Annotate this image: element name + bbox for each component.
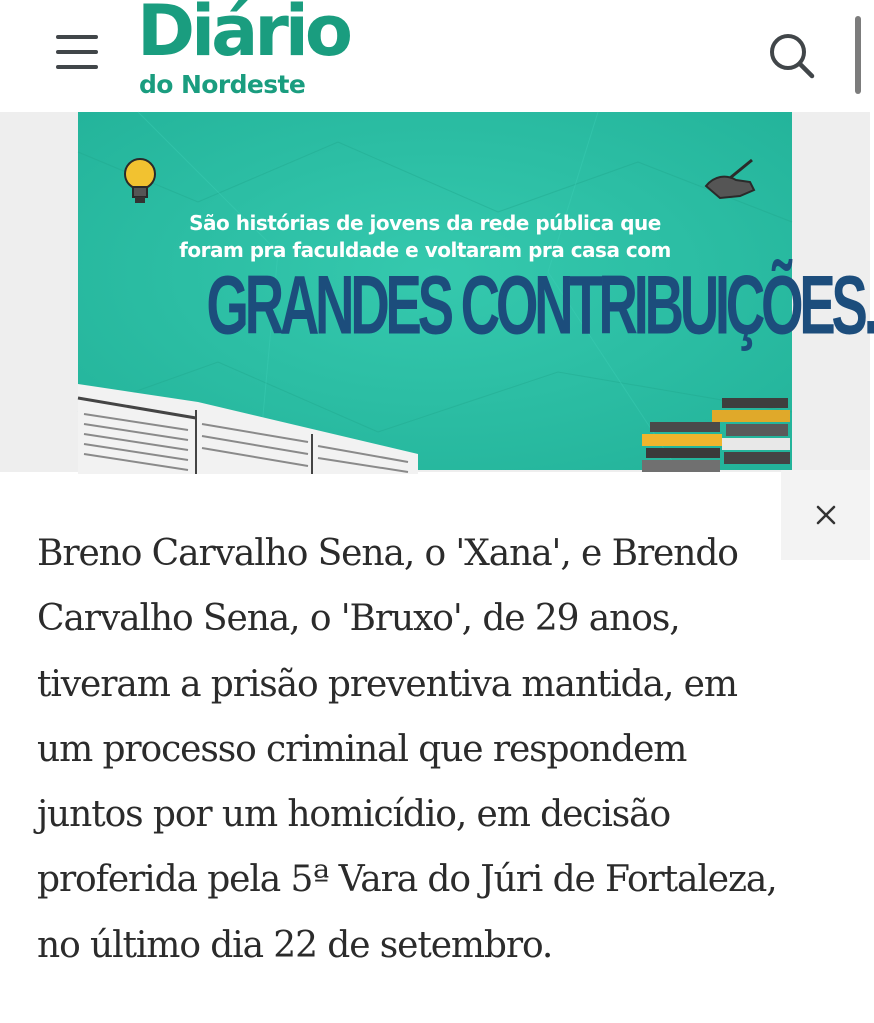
ad-subtext: São histórias de jovens da rede pública que foram pra faculdade e voltaram pra casa com xyxy=(179,211,671,262)
site-header xyxy=(0,0,870,112)
books-graphic xyxy=(642,394,792,474)
ad-headline: GRANDES CONTRIBUIÇÕES. xyxy=(206,258,874,352)
article-line: tiveram a prisão preventiva mantida, em xyxy=(37,663,737,705)
ad-container xyxy=(0,112,874,472)
article-line: proferida pela 5ª Vara do Júri de Fortaleza, xyxy=(37,859,777,901)
article-paragraph xyxy=(37,521,837,978)
article-line: Breno Carvalho Sena, o 'Xana', e Brendo xyxy=(37,533,738,574)
article-line: juntos por um homicídio, em decisão xyxy=(37,794,671,836)
logo-main-text: Diário xyxy=(137,0,349,72)
site-logo[interactable] xyxy=(137,2,377,102)
lightbulb-icon xyxy=(120,156,160,208)
scrollbar-thumb[interactable] xyxy=(855,16,861,94)
article-line: no último dia 22 de setembro. xyxy=(37,924,553,966)
search-icon[interactable] xyxy=(766,30,816,80)
logo-sub-text: do Nordeste xyxy=(139,70,306,99)
writing-hand-icon xyxy=(700,156,760,206)
newspaper-graphic xyxy=(78,384,418,474)
hamburger-menu-icon[interactable] xyxy=(56,33,100,71)
ad-banner[interactable] xyxy=(78,112,874,470)
article-line: Carvalho Sena, o 'Bruxo', de 29 anos, xyxy=(37,598,680,640)
article-line: um processo criminal que respondem xyxy=(37,728,687,770)
